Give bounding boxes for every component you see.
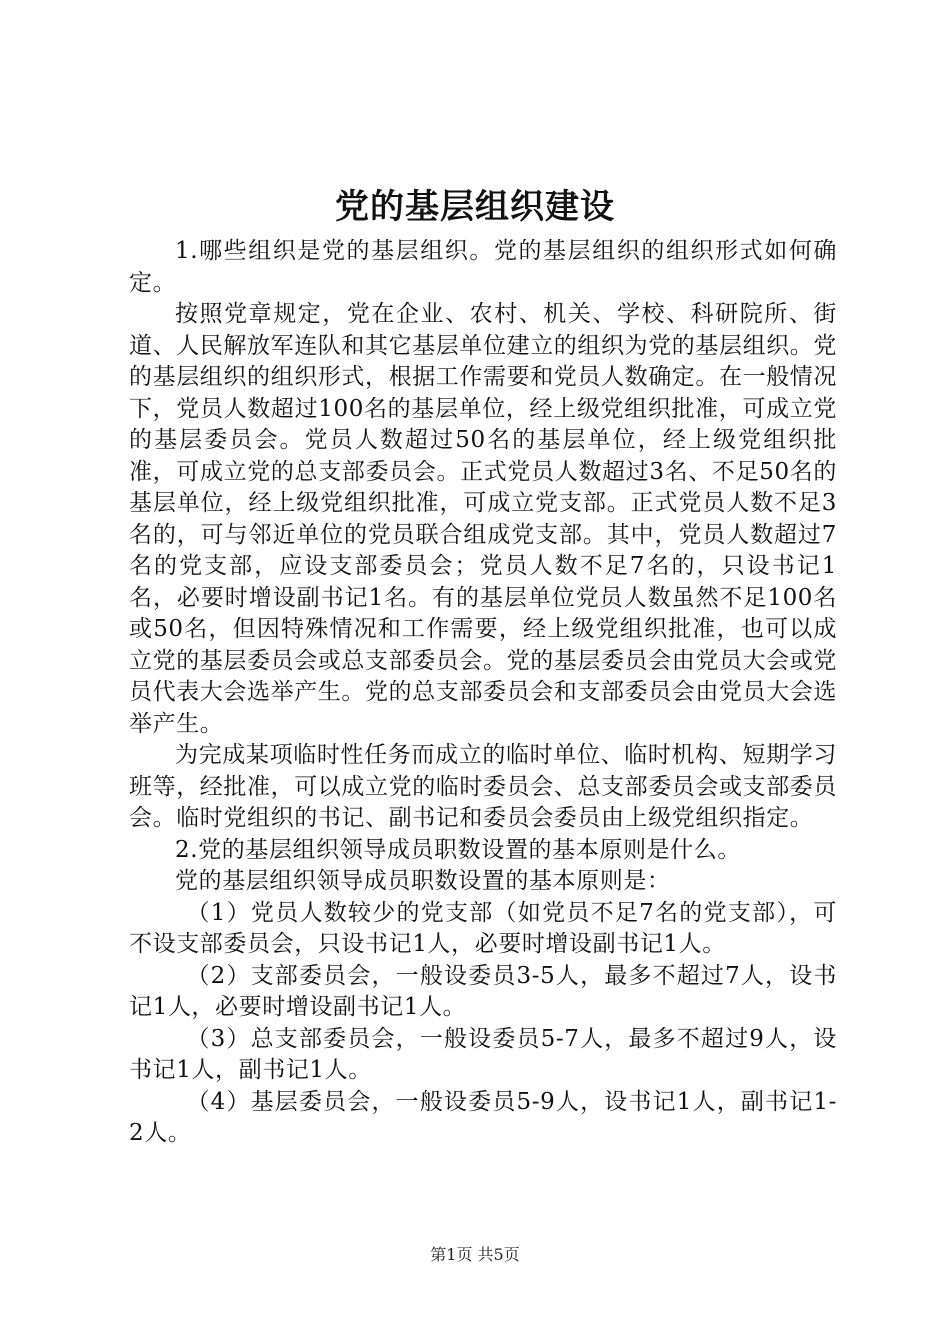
answer-1-paragraph-2: 为完成某项临时性任务而成立的临时单位、临时机构、短期学习班等，经批准，可以成立党的临时委员会、总支部委员会或支部委员会。临时党组织的书记、副书记和委员会委员由上级党组织指定。 bbox=[129, 742, 837, 831]
question-1: 1.哪些组织是党的基层组织。党的基层组织的组织形式如何确定。 bbox=[129, 238, 837, 296]
principle-item-1: （1）党员人数较少的党支部（如党员不足7名的党支部），可不设支部委员会，只设书记1人，必要时增设副书记1人。 bbox=[129, 899, 837, 957]
question-2: 2.党的基层组织领导成员职数设置的基本原则是什么。 bbox=[175, 836, 741, 863]
page-number-footer: 第1页 共5页 bbox=[430, 1245, 520, 1264]
answer-2-intro: 党的基层组织领导成员职数设置的基本原则是： bbox=[175, 868, 671, 894]
principle-item-4: （4）基层委员会，一般设委员5-9人，设书记1人，副书记1-2人。 bbox=[129, 1088, 837, 1146]
principle-item-3: （3）总支部委员会，一般设委员5-7人，最多不超过9人，设书记1人，副书记1人。 bbox=[129, 1025, 837, 1083]
document-title: 党的基层组织建设 bbox=[335, 187, 615, 227]
answer-1-paragraph-1: 按照党章规定，党在企业、农村、机关、学校、科研院所、街道、人民解放军连队和其它基层单位建立的组织为党的基层组织。党的基层组织的组织形式，根据工作需要和党员人数确定。在一般情况下，党员人数超过100名的基层单位，经上级党组织批准，可成立党的基层委员会。党员人数超过50名的基层单位，经上级党组织批准，可成立党的总支部委员会。正式党员人数超过3名、不足50名的基层单位，经上级党组织批准，可成立党支部。正式党员人数不足3名的，可与邻近单位的党员联合组成党支部。其中，党员人数超过7名的党支部，应设支部委员会；党员人数不足7名的，只设书记1名，必要时增设副书记1名。有的基层单位党员人数虽然不足100名或50名，但因特殊情况和工作需要，经上级党组织批准，也可以成立党的基层委员会或总支部委员会。党的基层委员会由党员大会或党员代表大会选举产生。党的总支部委员会和支部委员会由党员大会选举产生。 bbox=[129, 301, 837, 737]
principle-item-2: （2）支部委员会，一般设委员3-5人，最多不超过7人，设书记1人，必要时增设副书记1人。 bbox=[129, 962, 837, 1020]
document-body bbox=[129, 236, 837, 1150]
